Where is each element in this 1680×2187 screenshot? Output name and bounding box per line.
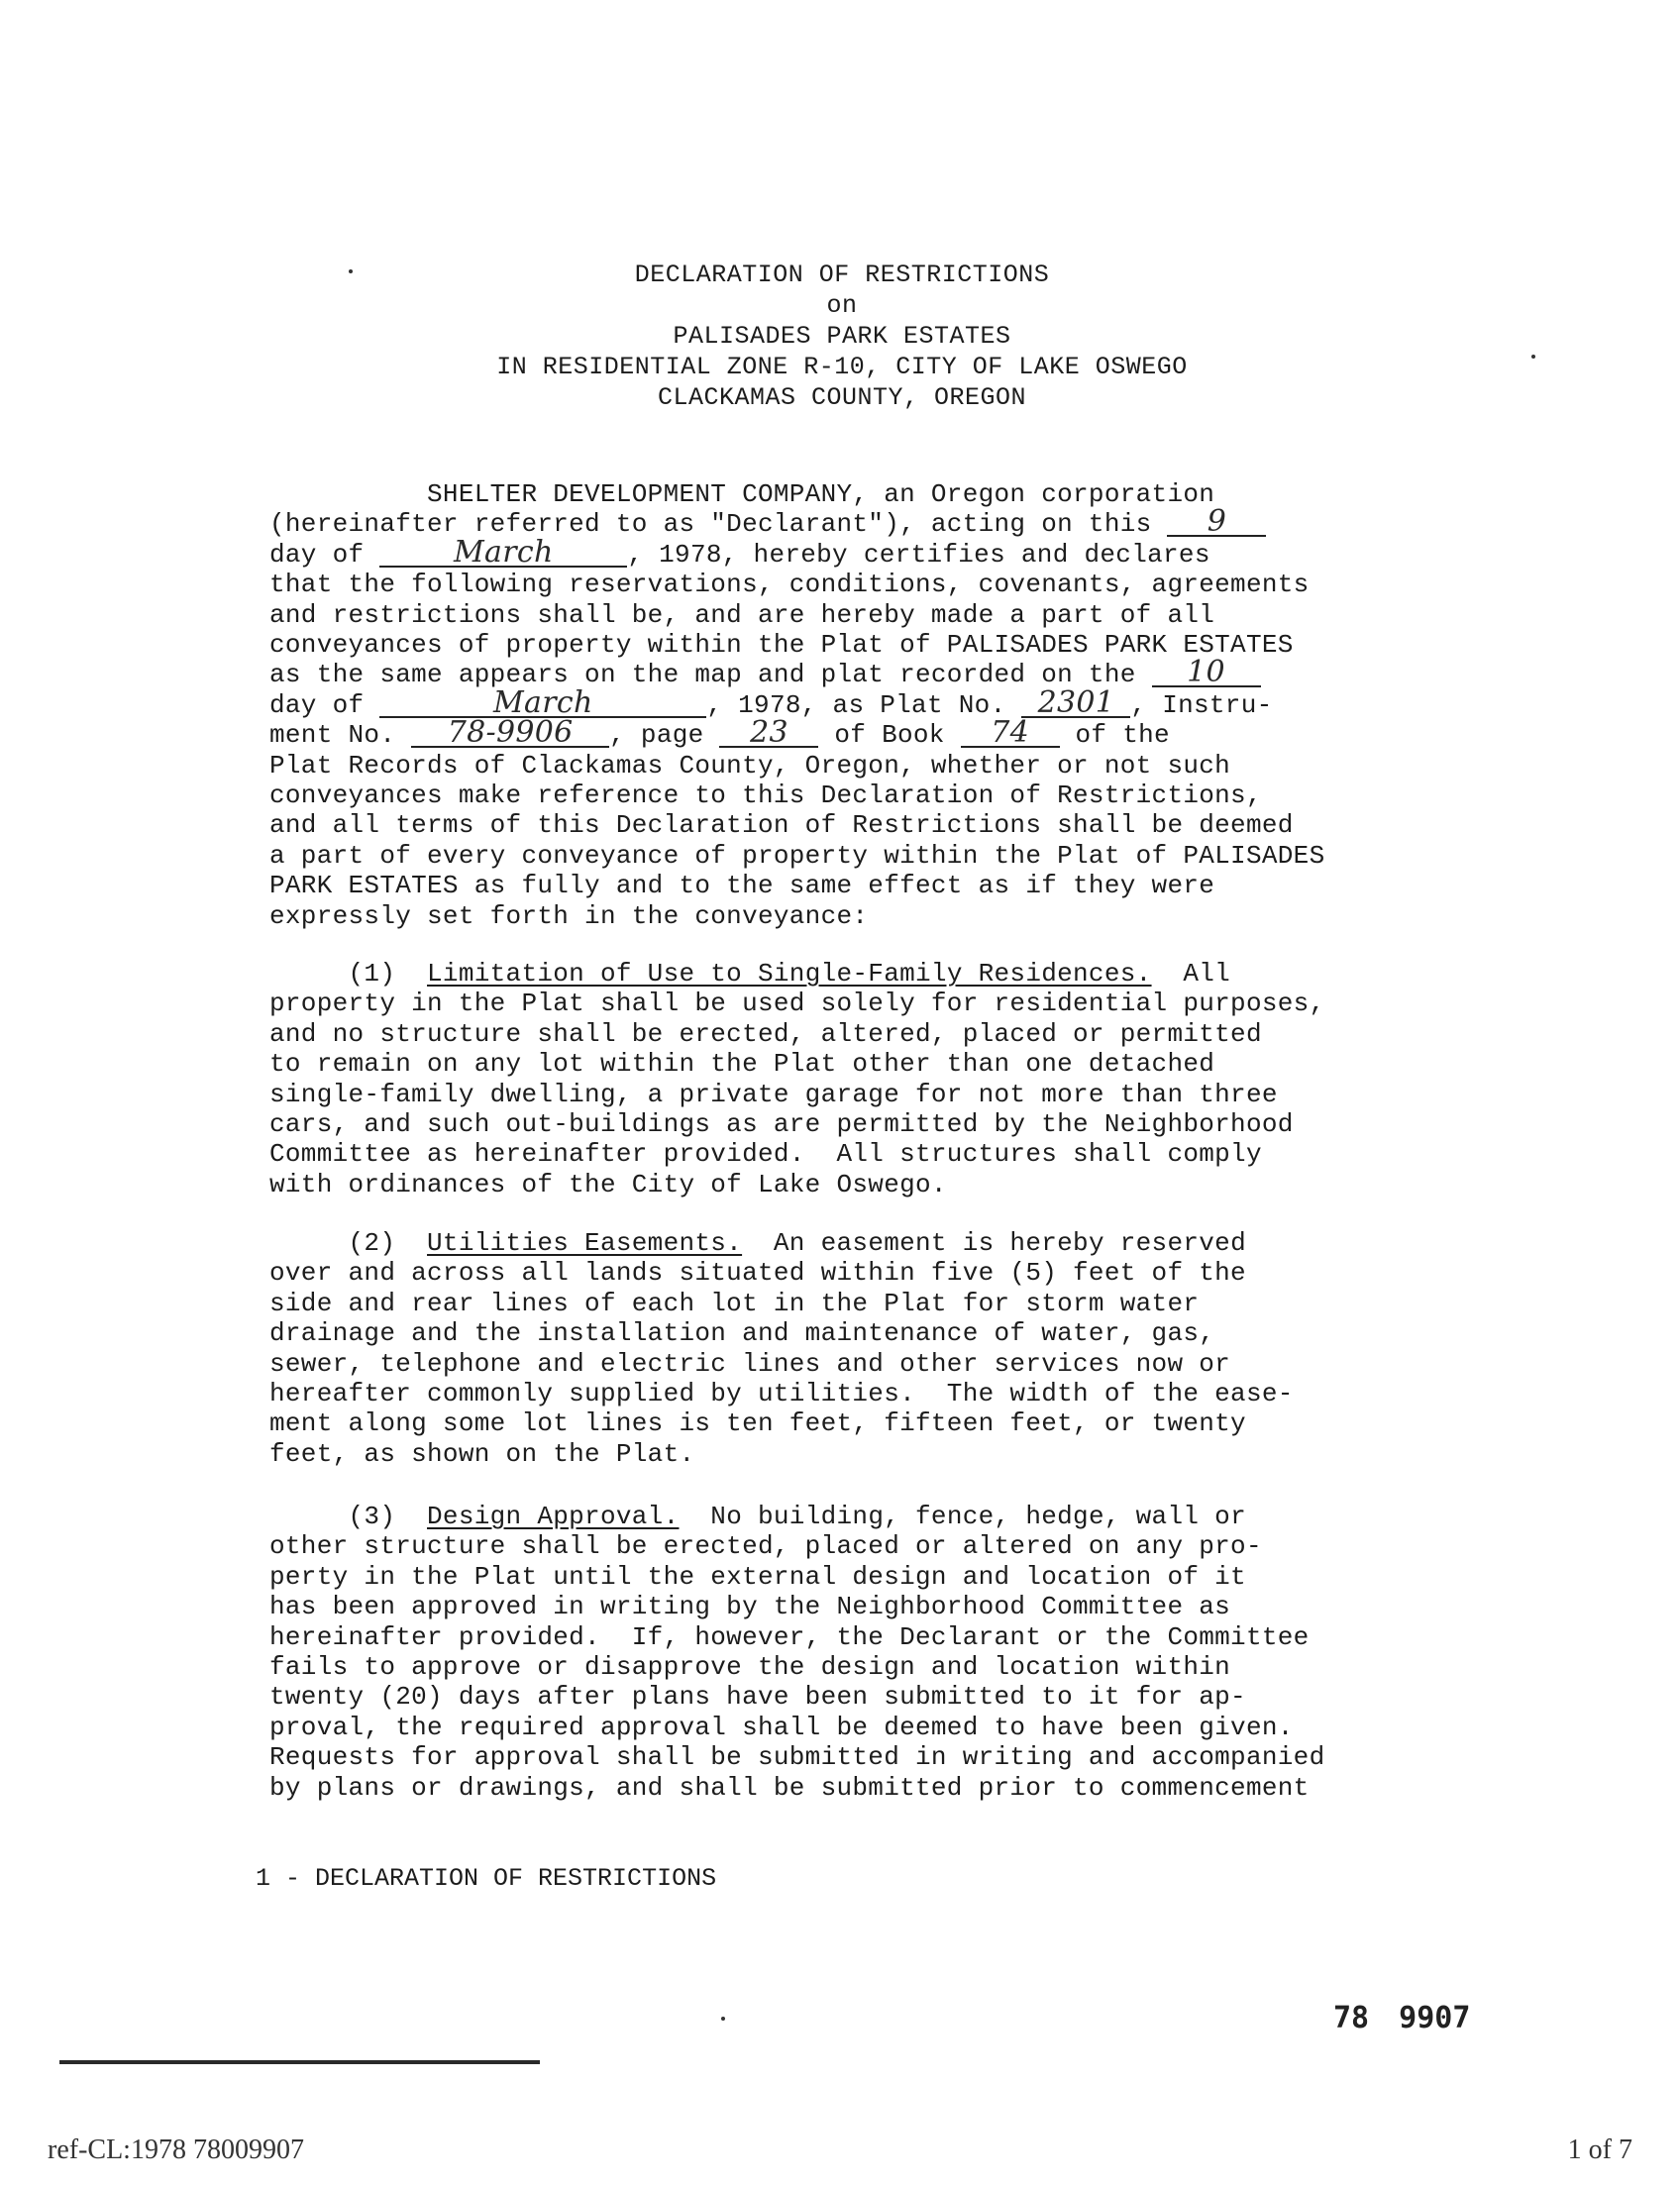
text-line	[269, 715, 1527, 751]
title-line: CLACKAMAS COUNTY, OREGON	[657, 383, 1027, 412]
text-fragment: of the	[1059, 720, 1170, 751]
handwritten-month: March	[379, 690, 706, 718]
record-number-stamp: 78 9907	[1333, 2001, 1471, 2035]
section-1	[269, 959, 1527, 1199]
text-line: perty in the Plat until the external design and location of it	[269, 1561, 1246, 1592]
text-line: a part of every conveyance of property within the Plat of PALISADES	[269, 840, 1325, 871]
text-fragment: All	[1151, 959, 1231, 989]
text-fragment: as the same appears on the map and plat recorded on the	[269, 660, 1152, 690]
text-line: Plat Records of Clackamas County, Oregon, whether or not such	[269, 750, 1231, 781]
text-line: hereafter commonly supplied by utilities. The width of the ease-	[269, 1379, 1294, 1409]
text-line: fails to approve or disapprove the design and location within	[269, 1652, 1231, 1683]
text-line: property in the Plat shall be used solely for residential purposes,	[269, 989, 1325, 1019]
section-number: (1)	[269, 959, 428, 989]
text-line: single-family dwelling, a private garage for not more than three	[269, 1079, 1278, 1109]
text-line: cars, and such out-buildings as are permitted by the Neighborhood	[269, 1109, 1294, 1140]
text-line: conveyances of property within the Plat of PALISADES PARK ESTATES	[269, 630, 1294, 661]
section-2	[269, 1228, 1527, 1469]
text-fragment: An easement is hereby reserved	[742, 1228, 1246, 1258]
text-fragment: (hereinafter referred to as "Declarant"), acting on this	[269, 509, 1168, 540]
section-number: (2)	[269, 1228, 428, 1258]
text-line: sewer, telephone and electric lines and other services now or	[269, 1348, 1231, 1379]
text-line: expressly set forth in the conveyance:	[269, 900, 869, 931]
section-number: (3)	[269, 1502, 428, 1531]
text-line: by plans or drawings, and shall be submitted prior to commencement	[269, 1772, 1310, 1803]
text-line	[269, 655, 1527, 690]
section-heading: Design Approval.	[427, 1502, 680, 1531]
scan-speck	[1531, 355, 1535, 359]
text-fragment: of Book	[818, 720, 961, 751]
handwritten-month: March	[379, 540, 627, 568]
text-line: has been approved in writing by the Neighborhood Committee as	[269, 1592, 1231, 1622]
text-line: conveyances make reference to this Declaration of Restrictions,	[269, 781, 1262, 811]
text-fragment: day of	[269, 689, 380, 720]
text-line: feet, as shown on the Plat.	[269, 1438, 695, 1469]
handwritten-instrument-number: 78-9906	[411, 720, 609, 748]
handwritten-book-number: 74	[961, 720, 1060, 748]
text-line	[269, 1502, 1527, 1531]
text-line: and all terms of this Declaration of Restrictions shall be deemed	[269, 810, 1294, 841]
text-line: Committee as hereinafter provided. All structures shall comply	[269, 1139, 1262, 1170]
text-line: other structure shall be erected, placed or altered on any pro-	[269, 1531, 1262, 1562]
document-title	[297, 260, 1387, 413]
text-fragment: , 1978, as Plat No.	[706, 689, 1022, 720]
reference-label: ref-CL:1978 78009907	[48, 2135, 304, 2165]
handwritten-day: 10	[1152, 660, 1261, 687]
text-line: SHELTER DEVELOPMENT COMPANY, an Oregon corporation	[269, 479, 1215, 509]
text-line	[269, 534, 1527, 570]
scan-speck	[721, 2017, 725, 2021]
section-3	[269, 1502, 1527, 1803]
text-line: and restrictions shall be, and are hereby made a part of all	[269, 599, 1215, 630]
text-line: to remain on any lot within the Plat other than one detached	[269, 1049, 1215, 1080]
text-line: that the following reservations, conditions, covenants, agreements	[269, 570, 1310, 600]
text-line: with ordinances of the City of Lake Oswego.	[269, 1169, 947, 1199]
text-fragment: , 1978, hereby certifies and declares	[627, 539, 1210, 570]
text-fragment: , Instru-	[1130, 689, 1273, 720]
text-line	[269, 959, 1527, 989]
text-line: drainage and the installation and maintenance of water, gas,	[269, 1318, 1215, 1349]
text-line: twenty (20) days after plans have been submitted to it for ap-	[269, 1682, 1246, 1713]
text-fragment: , page	[609, 720, 720, 751]
title-line: PALISADES PARK ESTATES	[673, 322, 1011, 351]
text-line: hereinafter provided. If, however, the Declarant or the Committee	[269, 1621, 1310, 1652]
intro-paragraph	[269, 479, 1527, 931]
text-fragment: No building, fence, hedge, wall or	[679, 1502, 1246, 1531]
handwritten-plat-number: 2301	[1021, 690, 1130, 718]
text-line: and no structure shall be erected, altered, placed or permitted	[269, 1018, 1262, 1049]
text-fragment: ment No.	[269, 720, 412, 751]
handwritten-day: 9	[1167, 509, 1266, 537]
page-footer-title: 1 - DECLARATION OF RESTRICTIONS	[256, 1864, 717, 1893]
handwritten-page-number: 23	[719, 720, 818, 748]
page-count: 1 of 7	[1567, 2135, 1632, 2165]
text-line: Requests for approval shall be submitted in writing and accompanied	[269, 1742, 1325, 1773]
text-line: proval, the required approval shall be deemed to have been given.	[269, 1712, 1294, 1742]
text-line: over and across all lands situated within five (5) feet of the	[269, 1258, 1246, 1289]
text-line: ment along some lot lines is ten feet, fifteen feet, or twenty	[269, 1408, 1246, 1439]
title-line: on	[826, 291, 858, 320]
divider-line	[59, 2060, 540, 2064]
text-line	[269, 1228, 1527, 1258]
text-fragment: day of	[269, 539, 380, 570]
title-line: IN RESIDENTIAL ZONE R-10, CITY OF LAKE OSWEGO	[496, 353, 1188, 381]
section-heading: Limitation of Use to Single-Family Residences.	[427, 959, 1152, 989]
text-line: side and rear lines of each lot in the Plat for storm water	[269, 1288, 1200, 1318]
title-line: DECLARATION OF RESTRICTIONS	[634, 260, 1050, 289]
text-line: PARK ESTATES as fully and to the same effect as if they were	[269, 871, 1215, 901]
section-heading: Utilities Easements.	[427, 1228, 743, 1258]
